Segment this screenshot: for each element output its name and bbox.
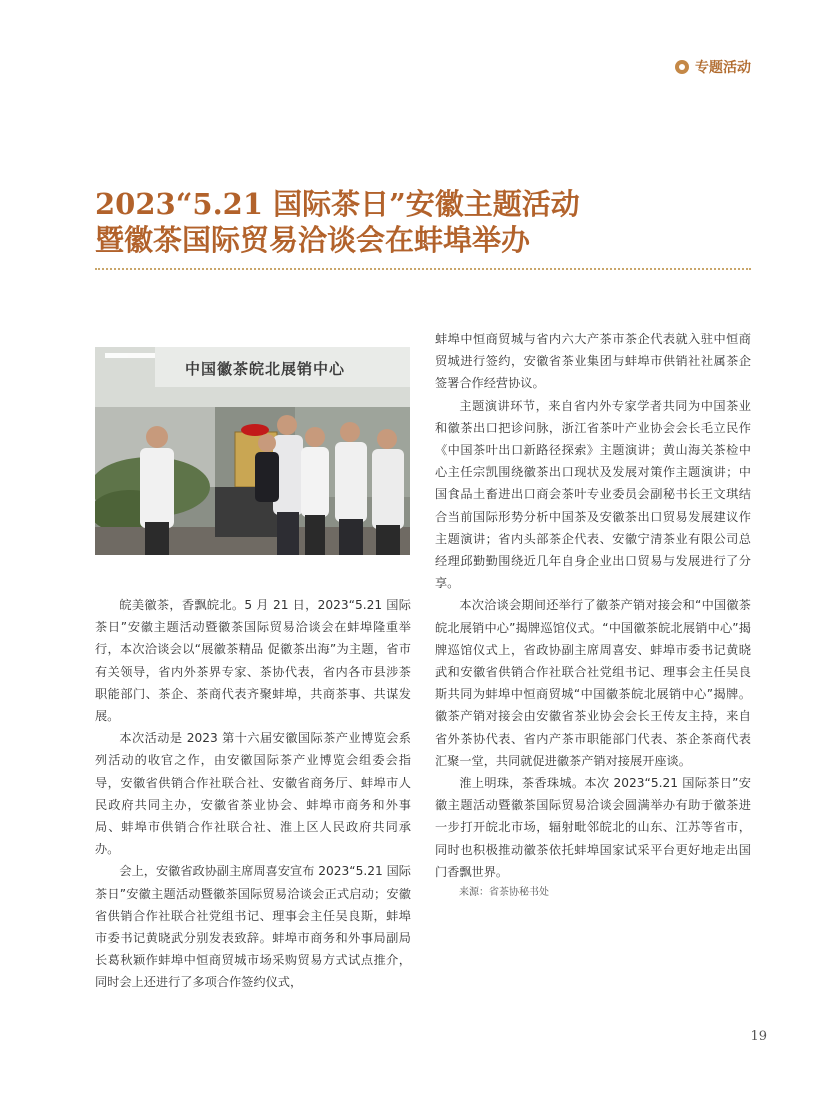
left-column bbox=[95, 594, 411, 994]
circle-dot-icon bbox=[675, 60, 689, 74]
paragraph: 皖美徽茶，香飘皖北。5 月 21 日，2023“5.21 国际茶日”安徽主题活动暨徽茶国际贸易洽谈会在蚌埠隆重举行，本次洽谈会以“展徽茶精品 促徽茶出海”为主题，省市有关领导，省内外茶界专家、茶协代表，省内各市县涉茶职能部门、茶企、茶商代表齐聚蚌埠，共商茶事、共谋发展。 bbox=[95, 598, 411, 724]
event-photo bbox=[95, 347, 410, 555]
page-number: 19 bbox=[750, 1029, 767, 1044]
photo-sign-text: 中国徽茶皖北展销中心 bbox=[185, 360, 346, 378]
title-divider bbox=[95, 268, 751, 270]
section-tag bbox=[675, 57, 751, 77]
paragraph: 淮上明珠，茶香珠城。本次 2023“5.21 国际茶日”安徽主题活动暨徽茶国际贸易洽谈会圆满举办有助于徽茶进一步打开皖北市场，辐射毗邻皖北的山东、江苏等省市，同时也积极推动徽茶依托蚌埠国家试采平台更好地走出国门香飘世界。 bbox=[435, 776, 751, 879]
article-title bbox=[95, 186, 755, 258]
title-line-1: 2023“5.21 国际茶日”安徽主题活动 bbox=[95, 187, 580, 221]
paragraph: 本次活动是 2023 第十六届安徽国际茶产业博览会系列活动的收官之作，由安徽国际茶产业博览会组委会指导，安徽省供销合作社联合社、安徽省商务厅、蚌埠市人民政府共同主办，安徽省茶业协会、蚌埠市商务和外事局、蚌埠市供销合作社联合社、淮上区人民政府共同承办。 bbox=[95, 731, 411, 857]
section-label: 专题活动 bbox=[695, 60, 751, 76]
paragraph: 会上，安徽省政协副主席周喜安宣布 2023“5.21 国际茶日”安徽主题活动暨徽茶国际贸易洽谈会正式启动；安徽省供销合作社联合社党组书记、理事会主任吴良斯，蚌埠市委书记黄晓武分别发表致辞。蚌埠市商务和外事局副局长葛秋颖作蚌埠中恒商贸城市场采购贸易方式试点推介，同时会上还进行了多项合作签约仪式， bbox=[95, 864, 411, 990]
paragraph: 主题演讲环节，来自省内外专家学者共同为中国茶业和徽茶出口把诊问脉，浙江省茶叶产业协会会长毛立民作《中国茶叶出口新路径探索》主题演讲；黄山海关茶检中心主任宗凯围绕徽茶出口现状及发展对策作主题演讲；中国食品土畜进出口商会茶叶专业委员会副秘书长王文琪结合当前国际形势分析中国茶及安徽茶出口贸易发展建议作主题演讲；省内头部茶企代表、安徽宁清茶业有限公司总经理邱勤勤围绕近几年自身企业出口贸易与发展进行了分享。 bbox=[435, 398, 751, 591]
title-line-2: 暨徽茶国际贸易洽谈会在蚌埠举办 bbox=[95, 223, 531, 257]
paragraph-continued: 蚌埠中恒商贸城与省内六大产茶市茶企代表就入驻中恒商贸城进行签约，安徽省茶业集团与蚌埠市供销社社属茶企 签署合作经营协议。 bbox=[435, 332, 751, 391]
right-column bbox=[435, 328, 751, 901]
paragraph: 本次洽谈会期间还举行了徽茶产销对接会和“中国徽茶皖北展销中心”揭牌巡馆仪式。“中国徽茶皖北展销中心”揭牌巡馆仪式上，省政协副主席周喜安、蚌埠市委书记黄晓武和安徽省供销合作社联合社党组书记、理事会主任吴良斯共同为蚌埠中恒商贸城“中国徽茶皖北展销中心”揭牌。徽茶产销对接会由安徽省茶业协会会长王传友主持，来自省外茶协代表、省内产茶市职能部门代表、茶企茶商代表汇聚一堂，共同就促进徽茶产销对接展开座谈。 bbox=[435, 598, 751, 768]
source-note: 来源：省茶协秘书处 bbox=[459, 887, 549, 899]
